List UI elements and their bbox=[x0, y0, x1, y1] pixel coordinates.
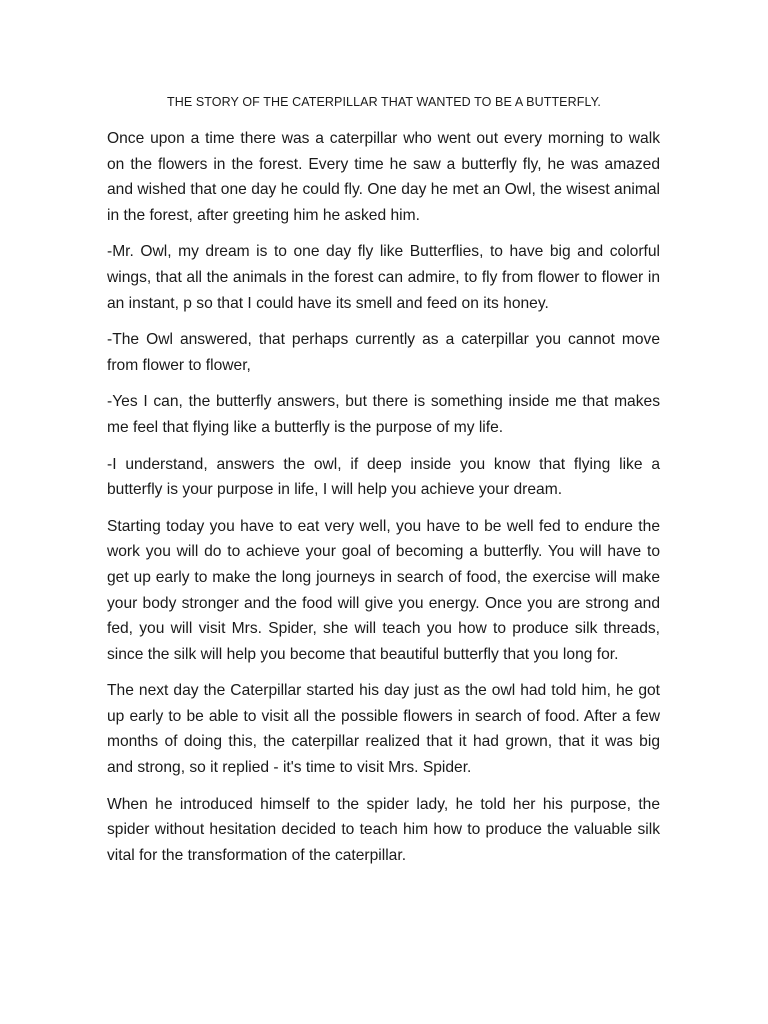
document-title: THE STORY OF THE CATERPILLAR THAT WANTED TO BE A BUTTERFLY. bbox=[166, 95, 601, 109]
paragraph: -The Owl answered, that perhaps currently as a caterpillar you cannot move from flower to flower, bbox=[107, 331, 660, 374]
paragraph: The next day the Caterpillar started his day just as the owl had told him, he got up early to be able to visit all the possible flowers in search of food. After a few months of doing this, the caterpillar realized that it had grown, that it was big and strong, so it replied - it's time to visit Mrs. Spider. bbox=[107, 682, 660, 777]
paragraph: -Yes I can, the butterfly answers, but there is something inside me that makes me feel that flying like a butterfly is the purpose of my life. bbox=[107, 393, 660, 436]
paragraph: Starting today you have to eat very well, you have to be well fed to endure the work you will do to achieve your goal of becoming a butterfly. You will have to get up early to make the long journeys in search of food, the exercise will make your body stronger and the food will give you energy. Once you are strong and fed, you will visit Mrs. Spider, she will teach you how to produce silk threads, since the silk will help you become that beautiful butterfly that you long for. bbox=[107, 517, 660, 663]
paragraph: Once upon a time there was a caterpillar who went out every morning to walk on the flowers in the forest. Every time he saw a butterfly fly, he was amazed and wished that one day he could fly. One day he met an Owl, the wisest animal in the forest, after greeting him he asked him. bbox=[107, 130, 660, 224]
paragraph: -I understand, answers the owl, if deep inside you know that flying like a butterfly is your purpose in life, I will help you achieve your dream. bbox=[107, 455, 660, 499]
paragraph: When he introduced himself to the spider lady, he told her his purpose, the spider without hesitation decided to teach him how to produce the valuable silk vital for the transformation of the caterpillar. bbox=[107, 795, 660, 864]
paragraph: -Mr. Owl, my dream is to one day fly like Butterflies, to have big and colorful wings, that all the animals in the forest can admire, to fly from flower to flower in an instant, p so that I could have its smell and feed on its honey. bbox=[107, 243, 660, 312]
document-body bbox=[107, 126, 660, 879]
